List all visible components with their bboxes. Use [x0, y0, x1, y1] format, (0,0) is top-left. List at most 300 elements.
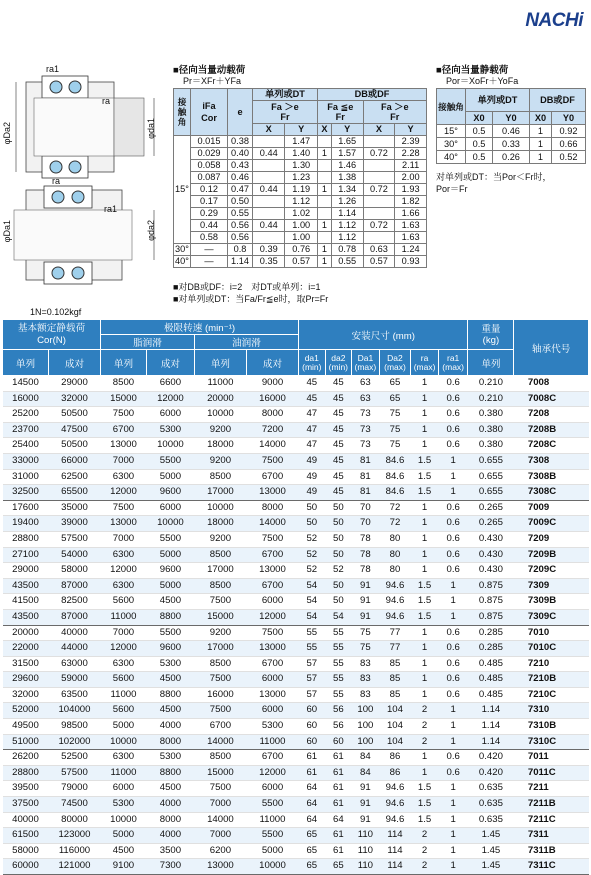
table-cell: 4500 [146, 594, 194, 610]
table-cell: 0.655 [468, 469, 514, 485]
dynamic-cell: 1.24 [395, 244, 427, 256]
table-cell: 45 [325, 407, 352, 423]
table-cell: 91 [352, 609, 380, 625]
table-cell: 1.45 [468, 828, 514, 844]
table-cell: 1.14 [468, 719, 514, 735]
table-cell: 114 [379, 843, 411, 859]
table-cell: 13000 [101, 516, 147, 532]
bearing-code: 7011 [514, 750, 589, 766]
mount-header: 安装尺寸 (mm) [299, 320, 468, 350]
table-cell: 63 [352, 376, 380, 392]
table-cell: 1.14 [468, 703, 514, 719]
table-cell: 91 [352, 781, 380, 797]
table-cell: 1 [438, 453, 468, 469]
table-cell: 0.285 [468, 625, 514, 641]
table-cell: 80 [379, 547, 411, 563]
single-dt-header: 单列或DT [253, 89, 318, 101]
table-cell: 64 [299, 781, 326, 797]
dynamic-cell [363, 160, 395, 172]
table-cell: 57 [299, 672, 326, 688]
table-cell: 16000 [246, 391, 298, 407]
table-cell: 100 [352, 719, 380, 735]
table-cell: 55 [299, 641, 326, 657]
dynamic-note-1: ■对DB或DF：i=2 对DT或单列：i=1 [173, 282, 321, 292]
table-cell: 61 [325, 828, 352, 844]
dynamic-cell: 0.8 [228, 244, 253, 256]
dynamic-cell [363, 232, 395, 244]
table-cell: 72 [379, 516, 411, 532]
dynamic-cell: 0.63 [363, 244, 395, 256]
table-row [3, 765, 589, 781]
bearing-code: 7209 [514, 531, 589, 547]
table-cell: 57500 [48, 765, 100, 781]
table-row [3, 376, 589, 392]
table-cell: 6700 [194, 719, 246, 735]
table-cell: 61 [325, 750, 352, 766]
table-cell: 0.380 [468, 407, 514, 423]
table-cell: 1 [411, 765, 439, 781]
table-cell: 50 [325, 578, 352, 594]
table-cell: 17600 [3, 500, 49, 516]
table-cell: 8500 [101, 376, 147, 392]
table-cell: 1 [438, 843, 468, 859]
table-cell: 45 [325, 391, 352, 407]
table-cell: 25200 [3, 407, 49, 423]
dynamic-cell: 0.50 [228, 196, 253, 208]
table-cell: 4000 [146, 797, 194, 813]
static-cell: 0.66 [552, 138, 586, 151]
dynamic-cell: 0.55 [331, 256, 363, 268]
table-cell: 72 [379, 500, 411, 516]
table-cell: 5500 [246, 797, 298, 813]
table-cell: 0.6 [438, 516, 468, 532]
table-cell: 86 [379, 750, 411, 766]
static-cell: 1 [529, 138, 551, 151]
dynamic-cell: 1.12 [331, 220, 363, 232]
table-cell: 28800 [3, 531, 49, 547]
static-cell: 15° [437, 125, 466, 138]
dynamic-cell [363, 208, 395, 220]
static-cell: 0.5 [466, 151, 493, 164]
table-cell: 10000 [101, 812, 147, 828]
table-cell: 84.6 [379, 453, 411, 469]
dynamic-cell: 1.47 [285, 136, 317, 148]
table-cell: 0.6 [438, 531, 468, 547]
table-row [3, 719, 589, 735]
static-note-1: 对单列或DT：当Por＜Fr时， [436, 172, 552, 182]
table-row [3, 563, 589, 579]
table-row [3, 703, 589, 719]
table-cell: 54 [299, 578, 326, 594]
dynamic-cell: 0.58 [191, 232, 228, 244]
table-cell: 62500 [48, 469, 100, 485]
dynamic-cell: 0.44 [253, 220, 285, 232]
table-cell: 43500 [3, 578, 49, 594]
table-row [3, 843, 589, 859]
table-cell: 94.6 [379, 609, 411, 625]
table-cell: 5000 [246, 843, 298, 859]
table-cell: 116000 [48, 843, 100, 859]
dynamic-cell: 0.93 [395, 256, 427, 268]
table-cell: 8500 [194, 578, 246, 594]
dynamic-cell [317, 208, 331, 220]
phi-da1-label: φda1 [146, 118, 156, 139]
table-row [3, 797, 589, 813]
table-cell: 13000 [246, 485, 298, 501]
table-cell: 0.635 [468, 812, 514, 828]
dynamic-load-title: ■径向当量动载荷 [173, 65, 246, 76]
bearing-code: 7208B [514, 422, 589, 438]
dynamic-cell: 0.087 [191, 172, 228, 184]
dynamic-cell: 0.47 [228, 184, 253, 196]
table-cell: 12000 [246, 765, 298, 781]
table-cell: 11000 [194, 376, 246, 392]
table-cell: 1 [411, 672, 439, 688]
table-cell: 75 [379, 438, 411, 454]
y0-col: Y0 [552, 112, 586, 125]
table-cell: 55 [299, 625, 326, 641]
table-cell: 7500 [101, 407, 147, 423]
dynamic-cell [317, 160, 331, 172]
table-cell: 50 [325, 531, 352, 547]
x0-col: X0 [466, 112, 493, 125]
table-cell: 31500 [3, 656, 49, 672]
table-cell: 1 [411, 516, 439, 532]
dynamic-cell: 1.00 [285, 220, 317, 232]
table-cell: 7300 [146, 859, 194, 875]
y-col: Y [331, 124, 363, 136]
table-cell: 77 [379, 641, 411, 657]
dynamic-load-formula: Pr＝XFr＋YFa [183, 76, 242, 86]
table-cell: 7500 [194, 594, 246, 610]
table-cell: 1.5 [411, 609, 439, 625]
table-cell: 45 [325, 438, 352, 454]
dynamic-cell: 1.23 [285, 172, 317, 184]
table-cell: 4000 [146, 828, 194, 844]
table-row [3, 609, 589, 625]
table-cell: 9200 [194, 422, 246, 438]
table-cell: 5000 [146, 578, 194, 594]
table-cell: 1 [411, 500, 439, 516]
bearing-code: 7308 [514, 453, 589, 469]
table-cell: 52 [299, 531, 326, 547]
table-cell: 4500 [146, 703, 194, 719]
static-load-table [436, 88, 586, 164]
table-cell: 0.655 [468, 453, 514, 469]
table-cell: 4000 [146, 719, 194, 735]
table-cell: 50500 [48, 407, 100, 423]
table-cell: 1.5 [411, 781, 439, 797]
dynamic-cell [253, 160, 285, 172]
table-cell: 12000 [146, 391, 194, 407]
table-cell: 37500 [3, 797, 49, 813]
table-cell: 8000 [246, 500, 298, 516]
table-cell: 8500 [194, 469, 246, 485]
dynamic-cell: 0.44 [253, 148, 285, 160]
table-cell: 43500 [3, 609, 49, 625]
table-cell: 4500 [146, 781, 194, 797]
table-cell: 1 [438, 781, 468, 797]
table-cell: 94.6 [379, 594, 411, 610]
table-cell: 114 [379, 828, 411, 844]
table-row [3, 500, 589, 516]
table-cell: 5300 [146, 750, 194, 766]
table-cell: 82500 [48, 594, 100, 610]
dynamic-row [174, 244, 427, 256]
table-cell: 8000 [146, 734, 194, 750]
table-cell: 7000 [194, 797, 246, 813]
table-cell: 13000 [194, 859, 246, 875]
table-cell: 5600 [101, 703, 147, 719]
table-row [3, 407, 589, 423]
col-Da1: Da1 (max) [352, 350, 380, 376]
table-cell: 6000 [246, 672, 298, 688]
table-cell: 10000 [246, 859, 298, 875]
table-cell: 0.875 [468, 609, 514, 625]
table-cell: 54000 [48, 547, 100, 563]
table-cell: 45 [325, 469, 352, 485]
table-cell: 60 [325, 734, 352, 750]
col-ra: ra (max) [411, 350, 439, 376]
table-cell: 12000 [101, 563, 147, 579]
ra-label: ra [102, 96, 111, 106]
table-cell: 1.5 [411, 594, 439, 610]
table-cell: 5000 [146, 469, 194, 485]
dynamic-cell: 1.02 [285, 208, 317, 220]
bearing-code: 7311 [514, 828, 589, 844]
table-cell: 52500 [48, 750, 100, 766]
table-cell: 1 [411, 656, 439, 672]
table-cell: 0.420 [468, 765, 514, 781]
table-cell: 3500 [146, 843, 194, 859]
table-cell: 5300 [146, 422, 194, 438]
table-cell: 81 [352, 453, 380, 469]
dynamic-cell: 1.63 [395, 232, 427, 244]
dynamic-note-2: ■对单列或DT：当Fa/Fr≦e时，取Pr=Fr [173, 294, 329, 304]
table-cell: 58000 [48, 563, 100, 579]
table-cell: 13000 [101, 438, 147, 454]
table-cell: 33000 [3, 453, 49, 469]
table-cell: 8800 [146, 609, 194, 625]
table-cell: 104 [379, 719, 411, 735]
table-cell: 79000 [48, 781, 100, 797]
table-cell: 0.420 [468, 750, 514, 766]
table-cell: 1 [411, 563, 439, 579]
table-cell: 11000 [246, 734, 298, 750]
table-cell: 77 [379, 625, 411, 641]
x-col: X [253, 124, 285, 136]
dynamic-cell: 1.14 [331, 208, 363, 220]
y-col: Y [285, 124, 317, 136]
dynamic-cell: 1.14 [228, 256, 253, 268]
table-cell: 25400 [3, 438, 49, 454]
dynamic-cell: 0.56 [228, 220, 253, 232]
table-cell: 87000 [48, 578, 100, 594]
table-cell: 56 [325, 719, 352, 735]
table-cell: 64 [299, 812, 326, 828]
table-row [3, 594, 589, 610]
dynamic-cell: 0.57 [285, 256, 317, 268]
table-cell: 65 [299, 843, 326, 859]
table-cell: 41500 [3, 594, 49, 610]
table-cell: 50 [299, 500, 326, 516]
table-cell: 6700 [246, 578, 298, 594]
table-cell: 66000 [48, 453, 100, 469]
static-cell: 1 [529, 125, 551, 138]
table-cell: 6700 [246, 469, 298, 485]
dynamic-cell [363, 136, 395, 148]
table-cell: 75 [379, 407, 411, 423]
table-cell: 100 [352, 734, 380, 750]
table-cell: 49 [299, 469, 326, 485]
dynamic-cell: — [191, 256, 228, 268]
dynamic-cell: 1 [317, 148, 331, 160]
ifa-cor-header: iFa Cor [191, 89, 228, 136]
dynamic-cell: 1.00 [285, 232, 317, 244]
dynamic-cell [317, 232, 331, 244]
dynamic-cell: 0.43 [228, 160, 253, 172]
static-row [437, 151, 586, 164]
table-cell: 100 [352, 703, 380, 719]
table-cell: 2 [411, 859, 439, 875]
table-cell: 1 [438, 594, 468, 610]
table-cell: 10000 [194, 500, 246, 516]
table-cell: 29600 [3, 672, 49, 688]
table-cell: 54 [299, 609, 326, 625]
dynamic-cell [253, 136, 285, 148]
table-cell: 50 [325, 547, 352, 563]
table-cell: 0.485 [468, 656, 514, 672]
static-cell: 1 [529, 151, 551, 164]
static-cell: 0.26 [492, 151, 529, 164]
bearing-code: 7010C [514, 641, 589, 657]
table-cell: 0.6 [438, 376, 468, 392]
table-cell: 1 [438, 859, 468, 875]
table-cell: 29000 [3, 563, 49, 579]
table-cell: 1 [438, 828, 468, 844]
table-cell: 6300 [101, 750, 147, 766]
col-Da2: Da2 (max) [379, 350, 411, 376]
table-cell: 5600 [101, 672, 147, 688]
dynamic-cell: 0.46 [228, 172, 253, 184]
table-cell: 9200 [194, 453, 246, 469]
table-cell: 80000 [48, 812, 100, 828]
dynamic-cell: 0.40 [228, 148, 253, 160]
table-cell: 2 [411, 828, 439, 844]
static-cell: 0.46 [492, 125, 529, 138]
table-cell: 0.430 [468, 547, 514, 563]
dynamic-cell [317, 196, 331, 208]
dynamic-row [174, 184, 427, 196]
table-cell: 9200 [194, 625, 246, 641]
table-cell: 75 [352, 641, 380, 657]
angle-cell: 15° [174, 136, 191, 244]
table-cell: 65 [299, 859, 326, 875]
table-cell: 91 [352, 812, 380, 828]
table-cell: 1.14 [468, 734, 514, 750]
table-cell: 7500 [246, 453, 298, 469]
phi-da2-label: φda2 [146, 220, 156, 241]
table-cell: 50500 [48, 438, 100, 454]
table-cell: 57 [299, 687, 326, 703]
table-cell: 121000 [48, 859, 100, 875]
table-cell: 32500 [3, 485, 49, 501]
table-cell: 0.6 [438, 407, 468, 423]
table-cell: 110 [352, 859, 380, 875]
table-cell: 6000 [246, 781, 298, 797]
table-cell: 10000 [146, 516, 194, 532]
table-cell: 7000 [101, 531, 147, 547]
static-row [437, 125, 586, 138]
y-col: Y [395, 124, 427, 136]
table-cell: 32000 [48, 391, 100, 407]
table-cell: 1 [438, 485, 468, 501]
table-cell: 2 [411, 734, 439, 750]
dynamic-cell: 1.12 [331, 232, 363, 244]
dynamic-cell [253, 196, 285, 208]
angle-header: 接触角 [437, 89, 466, 125]
table-cell: 73 [352, 438, 380, 454]
table-cell: 1 [438, 719, 468, 735]
table-cell: 0.6 [438, 625, 468, 641]
table-cell: 52 [299, 563, 326, 579]
e-header: e [228, 89, 253, 136]
dynamic-cell: — [191, 244, 228, 256]
table-cell: 0.6 [438, 391, 468, 407]
dynamic-cell: 2.11 [395, 160, 427, 172]
table-cell: 49500 [3, 719, 49, 735]
table-cell: 1.5 [411, 469, 439, 485]
table-cell: 0.635 [468, 797, 514, 813]
table-row [3, 625, 589, 641]
table-cell: 8500 [194, 547, 246, 563]
table-cell: 61 [325, 797, 352, 813]
dynamic-cell: 1.66 [395, 208, 427, 220]
table-cell: 1 [438, 469, 468, 485]
table-cell: 20000 [194, 391, 246, 407]
col-da2: da2 (min) [325, 350, 352, 376]
dynamic-cell: 0.72 [363, 184, 395, 196]
table-cell: 6700 [101, 422, 147, 438]
table-cell: 84 [352, 750, 380, 766]
dynamic-row [174, 160, 427, 172]
table-cell: 83 [352, 687, 380, 703]
dynamic-row [174, 136, 427, 148]
dynamic-cell: 0.44 [191, 220, 228, 232]
table-cell: 1 [438, 734, 468, 750]
table-cell: 1 [411, 641, 439, 657]
dynamic-cell: 0.76 [285, 244, 317, 256]
bearing-diagram-single [4, 62, 164, 192]
bearing-code: 7208C [514, 438, 589, 454]
table-cell: 110 [352, 828, 380, 844]
table-cell: 0.265 [468, 516, 514, 532]
static-cell: 40° [437, 151, 466, 164]
db-df-header: DB或DF [317, 89, 426, 101]
table-cell: 94.6 [379, 781, 411, 797]
dynamic-row [174, 232, 427, 244]
table-cell: 5500 [146, 531, 194, 547]
dynamic-cell: 0.39 [253, 244, 285, 256]
dynamic-cell: 1 [317, 256, 331, 268]
table-cell: 63500 [48, 687, 100, 703]
dynamic-cell: 1.57 [331, 148, 363, 160]
table-cell: 65 [379, 391, 411, 407]
table-cell: 14500 [3, 376, 49, 392]
table-cell: 85 [379, 656, 411, 672]
table-cell: 8000 [246, 407, 298, 423]
table-cell: 50 [299, 516, 326, 532]
